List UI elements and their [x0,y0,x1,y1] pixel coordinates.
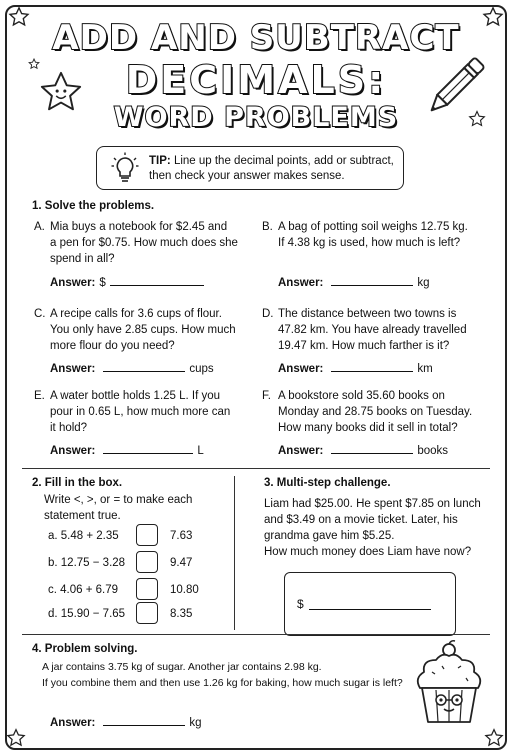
tip-line2: then check your answer makes sense. [149,170,345,182]
star-icon [6,728,26,748]
answer-label: Answer: [278,445,324,457]
section3-text [264,496,494,560]
compare-left: b. 12.75 − 3.28 [48,557,126,569]
compare-box[interactable] [136,578,158,600]
problem-line: a pen for $0.75. How much does she [50,237,238,249]
lightbulb-icon [111,152,139,184]
problem-letter: A. [34,221,45,233]
answer-d [278,362,433,375]
answer-f [278,444,448,457]
compare-left: a. 5.48 + 2.35 [48,530,119,542]
answer-unit: km [417,363,433,375]
tip-text [149,154,399,184]
answer-label: Answer: [50,717,96,729]
answer-unit: kg [189,717,202,729]
problem-line: 47.82 km. You have already travelled [278,324,467,336]
answer-e [50,444,204,457]
answer-label: Answer: [50,277,96,289]
problem-f [262,388,492,438]
problem-letter: D. [262,308,274,320]
answer-blank[interactable] [331,444,413,454]
section3-title: 3. Multi-step challenge. [264,477,391,489]
problem-e [34,388,250,438]
tip-line1: Line up the decimal points, add or subtract, [173,155,394,167]
answer-blank[interactable] [331,362,413,372]
problem-c [34,306,250,356]
problem-line: If 4.38 kg is used, how much is left? [278,237,461,249]
answer-b [278,276,430,289]
section2-title: 2. Fill in the box. [32,477,123,489]
section4-line2: If you combine them and then use 1.26 kg for baking, how much sugar is left? [42,677,403,689]
problem-line: it hold? [50,422,88,434]
problem-line: A bookstore sold 35.60 books on [278,390,445,402]
problem-line: Monday and 28.75 books on Tuesday. [278,406,473,418]
answer-prefix: $ [297,597,304,611]
cupcake-icon [408,640,490,730]
problem-line: more flour do you need? [50,340,175,352]
problem-letter: F. [262,390,271,402]
answer-blank[interactable] [331,276,413,286]
answer-blank[interactable] [110,276,204,286]
problem-a [34,219,250,269]
compare-right: 10.80 [170,584,199,596]
compare-left: c. 4.06 + 6.79 [48,584,119,596]
answer-label: Answer: [50,363,96,375]
compare-left: d. 15.90 − 7.65 [48,608,126,620]
section-divider [22,468,490,469]
compare-box[interactable] [136,602,158,624]
answer-a [50,276,208,289]
page-subtitle: WORD PROBLEMS [113,102,399,133]
problem-line: A water bottle holds 1.25 L. If you [50,390,221,402]
problem-line: A recipe calls for 3.6 cups of flour. [50,308,222,320]
problem-line: spend in all? [50,253,115,265]
answer-unit: books [417,445,449,457]
page-title-line1: ADD AND SUBTRACT [52,18,460,58]
tip-box [96,146,404,190]
answer-unit: L [197,445,204,457]
section-divider [22,634,490,635]
compare-right: 8.35 [170,608,193,620]
star-icon [484,728,504,748]
compare-box[interactable] [136,524,158,546]
section2-instruction: Write <, >, or = to make each [44,494,193,506]
answer-blank[interactable] [309,609,431,610]
section1-title: 1. Solve the problems. [32,200,155,212]
answer-box [284,572,456,636]
answer-4 [50,716,202,729]
compare-right: 7.63 [170,530,193,542]
problem-letter: C. [34,308,46,320]
answer-blank[interactable] [103,444,193,454]
answer-unit: cups [189,363,214,375]
section2-instruction: statement true. [44,510,121,522]
compare-right: 9.47 [170,557,193,569]
section3-line: Liam had $25.00. He spent $7.85 on lunch [264,498,481,510]
answer-label: Answer: [278,363,324,375]
problem-letter: B. [262,221,273,233]
answer-prefix: $ [99,277,106,289]
problem-line: You only have 2.85 cups. How much [50,324,236,336]
section3-line: and $3.49 on a movie ticket. Later, his [264,514,458,526]
answer-label: Answer: [278,277,324,289]
problem-line: A bag of potting soil weighs 12.75 kg. [278,221,468,233]
answer-blank[interactable] [103,362,185,372]
problem-line: How many books did it sell in total? [278,422,458,434]
answer-c [50,362,214,375]
section3-line: grandma gave him $5.25. [264,530,395,542]
answer-label: Answer: [50,445,96,457]
problem-letter: E. [34,390,45,402]
answer-blank[interactable] [103,716,185,726]
answer-unit: kg [417,277,430,289]
problem-d [262,306,492,356]
column-divider [234,476,235,630]
section4-line1: A jar contains 3.75 kg of sugar. Another jar contains 2.98 kg. [42,661,322,673]
compare-box[interactable] [136,551,158,573]
problem-line: pour in 0.65 L, how much more can [50,406,231,418]
tip-label: TIP: [149,155,171,167]
problem-b [262,219,492,253]
section3-line: How much money does Liam have now? [264,546,472,558]
section4-title: 4. Problem solving. [32,643,138,655]
page-title-line2: DECIMALS: [125,58,387,102]
problem-line: 19.47 km. How much farther is it? [278,340,450,352]
problem-line: Mia buys a notebook for $2.45 and [50,221,228,233]
problem-line: The distance between two towns is [278,308,457,320]
